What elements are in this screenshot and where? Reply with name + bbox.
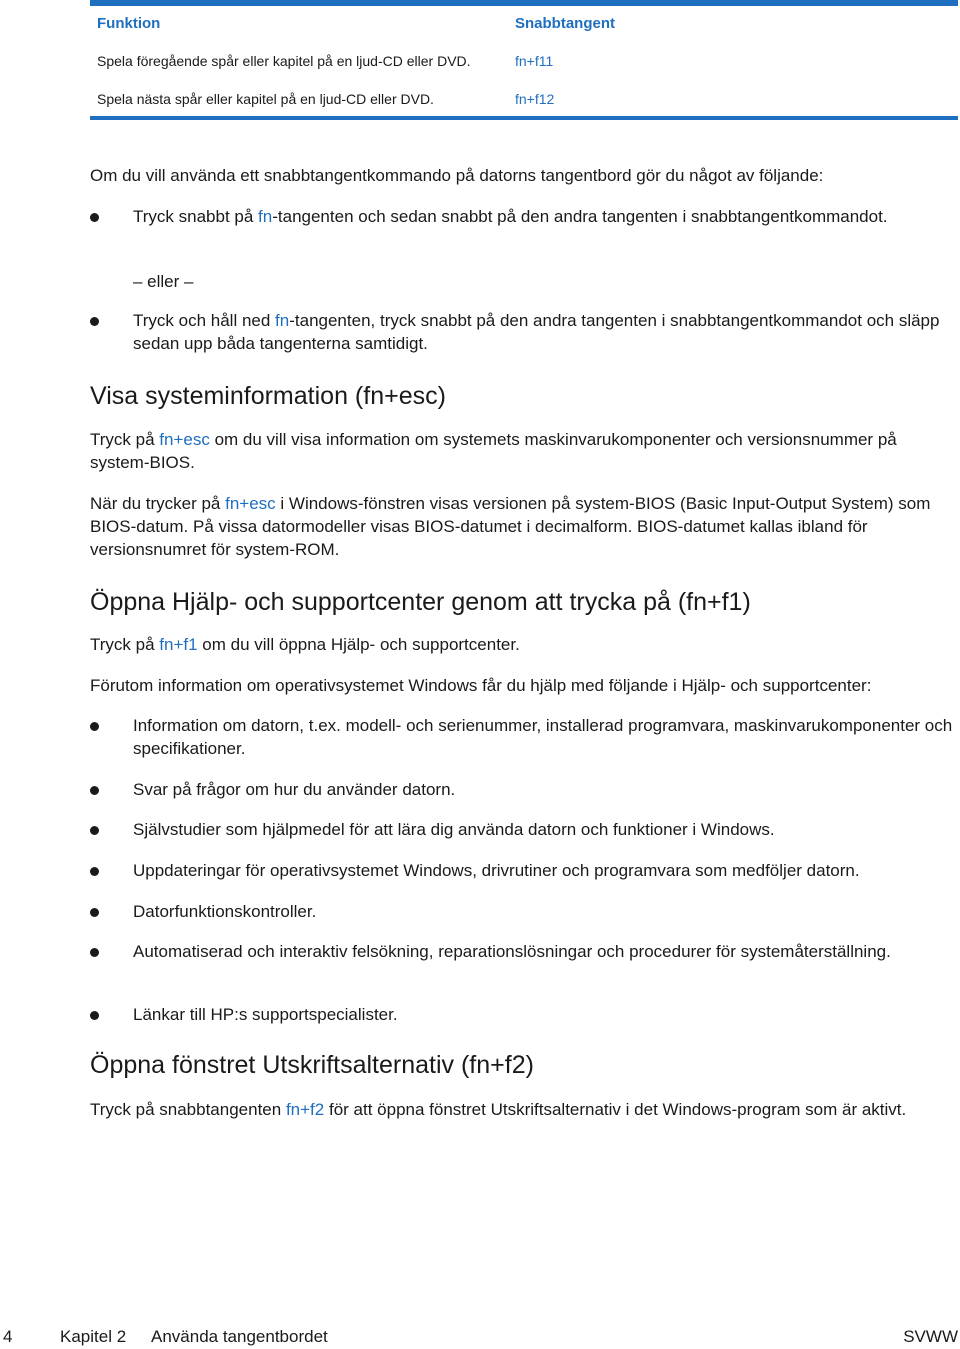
footer-brand: SVWW	[903, 1327, 958, 1346]
help-list-item: Svar på frågor om hur du använder datorn.	[133, 780, 456, 799]
key-label: fn	[275, 311, 290, 330]
heading-help: Öppna Hjälp- och supportcenter genom att trycka på (fn+f1)	[90, 588, 751, 616]
bullet-icon	[90, 317, 99, 326]
help-list-item: Automatiserad och interaktiv felsökning, reparationslösningar och procedurer för systemåterställning.	[133, 942, 891, 961]
table-bottom-rule	[90, 116, 958, 120]
bullet-icon	[90, 908, 99, 917]
help-list-item: Information om datorn, t.ex. modell- och serienummer, installerad programvara, maskinvarukomponenter och specifikationer.	[133, 716, 953, 758]
bullet-icon	[90, 948, 99, 957]
footer-chapter-title: Använda tangentbordet	[151, 1327, 328, 1346]
table-row-function: Spela nästa spår eller kapitel på en ljud-CD eller DVD.	[97, 91, 434, 107]
page-number: 4	[3, 1327, 13, 1346]
help-paragraph-2: Förutom information om operativsystemet Windows får du hjälp med följande i Hjälp- och supportcenter:	[90, 676, 872, 695]
help-paragraph-1: Tryck på fn+f1 om du vill öppna Hjälp- och supportcenter.	[90, 635, 520, 654]
bullet-icon	[90, 722, 99, 731]
heading-print: Öppna fönstret Utskriftsalternativ (fn+f2)	[90, 1051, 534, 1079]
sysinfo-paragraph-2: När du trycker på fn+esc i Windows-fönstren visas versionen på system-BIOS (Basic Input-Output System) som BIOS-datum. På vissa datormodeller visas BIOS-datumet i decimalform. BIOS-datumet kallas ibland för versionsnumret för system-ROM.	[90, 494, 931, 559]
table-top-rule	[90, 0, 958, 6]
heading-sysinfo: Visa systeminformation (fn+esc)	[90, 382, 446, 410]
or-separator: – eller –	[133, 272, 194, 291]
method-item-1: Tryck snabbt på fn-tangenten och sedan snabbt på den andra tangenten i snabbtangentkommandot.	[133, 207, 888, 226]
help-list-item: Datorfunktionskontroller.	[133, 902, 317, 921]
table-row-key: fn+f12	[515, 91, 555, 107]
table-header-shortcut: Snabbtangent	[515, 15, 615, 32]
bullet-icon	[90, 213, 99, 222]
key-label: fn+f1	[159, 635, 198, 654]
intro-paragraph: Om du vill använda ett snabbtangentkommando på datorns tangentbord gör du något av följande:	[90, 166, 824, 185]
help-list-item: Länkar till HP:s supportspecialister.	[133, 1005, 398, 1024]
bullet-icon	[90, 786, 99, 795]
help-list-item: Uppdateringar för operativsystemet Windows, drivrutiner och programvara som medföljer datorn.	[133, 861, 860, 880]
sysinfo-paragraph-1: Tryck på fn+esc om du vill visa information om systemets maskinvarukomponenter och versionsnummer på system-BIOS.	[90, 430, 897, 472]
bullet-icon	[90, 1011, 99, 1020]
bullet-icon	[90, 867, 99, 876]
table-row-function: Spela föregående spår eller kapitel på en ljud-CD eller DVD.	[97, 53, 471, 69]
key-label: fn	[258, 207, 273, 226]
bullet-icon	[90, 826, 99, 835]
key-label: fn+esc	[225, 494, 276, 513]
key-label: fn+f2	[285, 1100, 325, 1119]
key-label: fn+esc	[159, 430, 210, 449]
help-list-item: Självstudier som hjälpmedel för att lära dig använda datorn och funktioner i Windows.	[133, 820, 775, 839]
print-paragraph-1: Tryck på snabbtangenten fn+f2 för att öppna fönstret Utskriftsalternativ i det Windows-program som är aktivt.	[90, 1100, 907, 1119]
table-row-key: fn+f11	[515, 53, 554, 69]
method-item-2: Tryck och håll ned fn-tangenten, tryck snabbt på den andra tangenten i snabbtangentkommandot och släpp sedan upp båda tangenterna samtidigt.	[133, 311, 940, 353]
table-header-function: Funktion	[97, 15, 161, 32]
footer-chapter: Kapitel 2	[60, 1327, 127, 1346]
